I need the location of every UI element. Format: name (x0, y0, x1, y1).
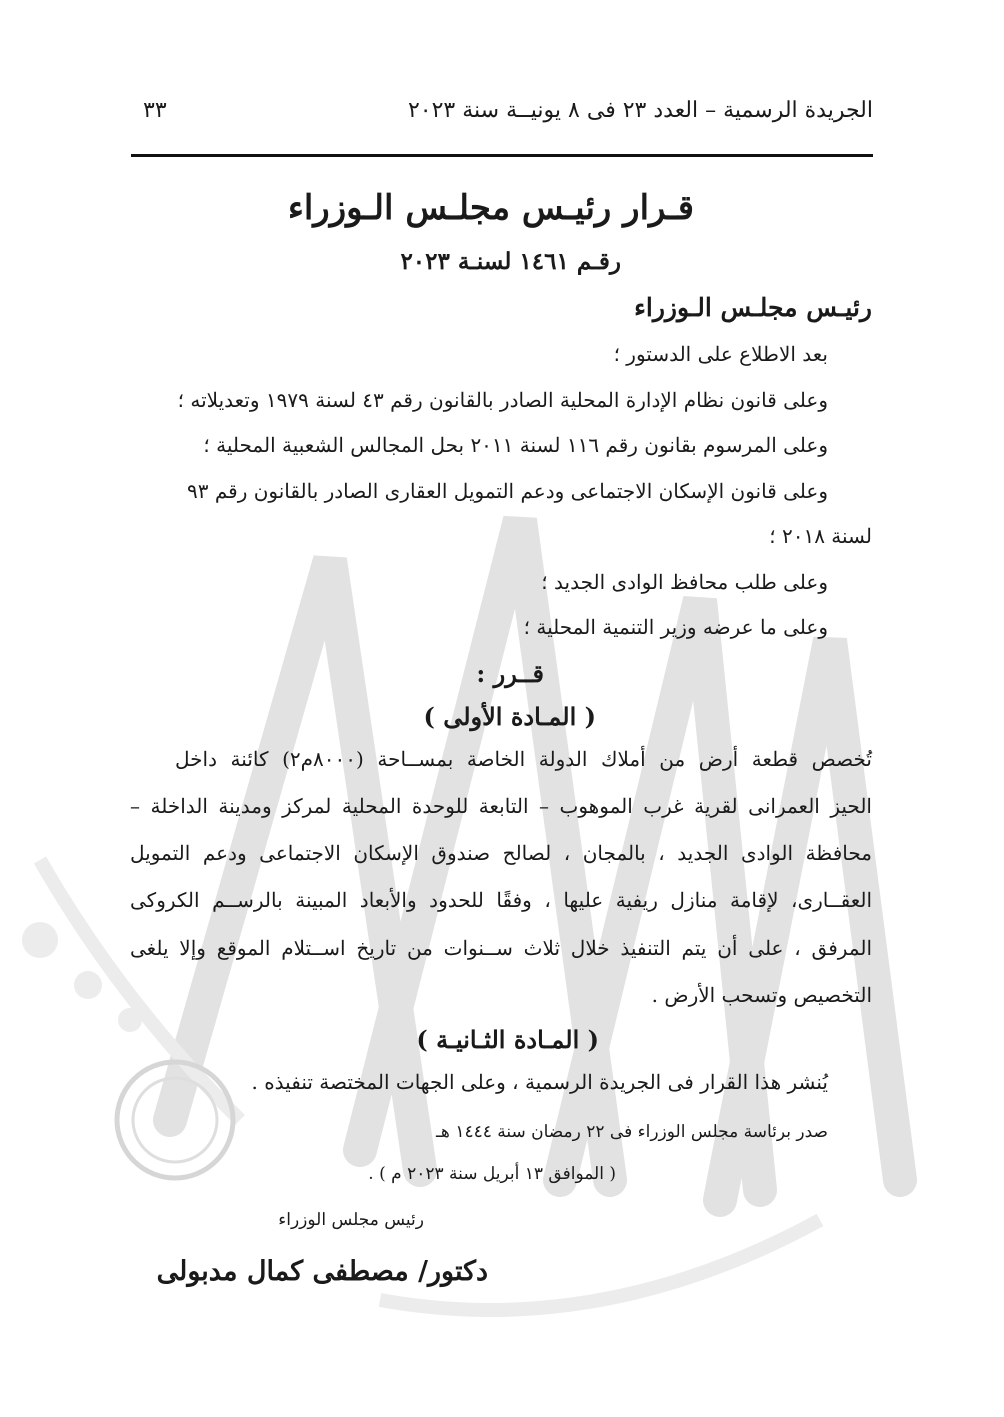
signatory-name: دكتور/ مصطفى كمال مدبولى (156, 1256, 488, 1287)
preamble-line: بعد الاطلاع على الدستور ؛ (613, 342, 828, 366)
issued-date-hijri: صدر برئاسة مجلس الوزراء فى ٢٢ رمضان سنة ١٤٤٤ هـ (435, 1122, 828, 1142)
decree-title: قـرار رئيـس مجلـس الـوزراء (287, 188, 694, 228)
preamble-line: وعلى المرسوم بقانون رقم ١١٦ لسنة ٢٠١١ بحل المجالس الشعبية المحلية ؛ (203, 433, 828, 457)
signatory-role: رئيس مجلس الوزراء (278, 1210, 424, 1230)
preamble-line: لسنة ٢٠١٨ ؛ (769, 524, 872, 548)
article-1-line: العقــارى، لإقامة منازل ريفية عليها ، وفقًا للحدود والأبعاد المبينة بالرســم الكروكى (130, 888, 873, 912)
page-number: ٣٣ (143, 98, 167, 123)
article-1-title: ( المـادة الأولى ) (423, 702, 596, 731)
preamble-line: وعلى قانون نظام الإدارة المحلية الصادر بالقانون رقم ٤٣ لسنة ١٩٧٩ وتعديلاته ؛ (177, 388, 828, 412)
gazette-issue-title: الجريدة الرسمية – العدد ٢٣ فى ٨ يونيــة سنة ٢٠٢٣ (407, 98, 873, 123)
decided-label: قــرر : (476, 659, 544, 688)
preamble-line: وعلى ما عرضه وزير التنمية المحلية ؛ (523, 615, 828, 639)
article-1-line: التخصيص وتسحب الأرض . (651, 983, 872, 1007)
article-1-line: المرفق ، على أن يتم التنفيذ خلال ثلاث ســنوات من تاريخ اســتلام الموقع وإلا يلغى (130, 936, 872, 960)
preamble-line: وعلى طلب محافظ الوادى الجديد ؛ (541, 570, 828, 594)
decree-heading: رئيـس مجلـس الـوزراء (634, 293, 872, 322)
issued-date-gregorian: ( الموافق ١٣ أبريل سنة ٢٠٢٣ م ) . (368, 1164, 616, 1184)
header-divider (131, 154, 873, 157)
article-1-line: الحيز العمرانى لقرية غرب الموهوب – التابعة للوحدة المحلية لمركز ومدينة الداخلة – (130, 794, 872, 818)
article-2-text: يُنشر هذا القرار فى الجريدة الرسمية ، وعلى الجهات المختصة تنفيذه . (251, 1070, 828, 1094)
article-1-line: محافظة الوادى الجديد ، بالمجان ، لصالح صندوق الإسكان الاجتماعى ودعم التمويل (130, 841, 872, 865)
article-2-title: ( المـادة الثـانيـة ) (416, 1025, 599, 1054)
decree-number: رقـم ١٤٦١ لسنـة ٢٠٢٣ (400, 248, 621, 275)
article-1-line: تُخصص قطعة أرض من أملاك الدولة الخاصة بمســاحة (٨٠٠٠م٢) كائنة داخل (175, 747, 872, 771)
preamble-line: وعلى قانون الإسكان الاجتماعى ودعم التمويل العقارى الصادر بالقانون رقم ٩٣ (186, 479, 828, 503)
